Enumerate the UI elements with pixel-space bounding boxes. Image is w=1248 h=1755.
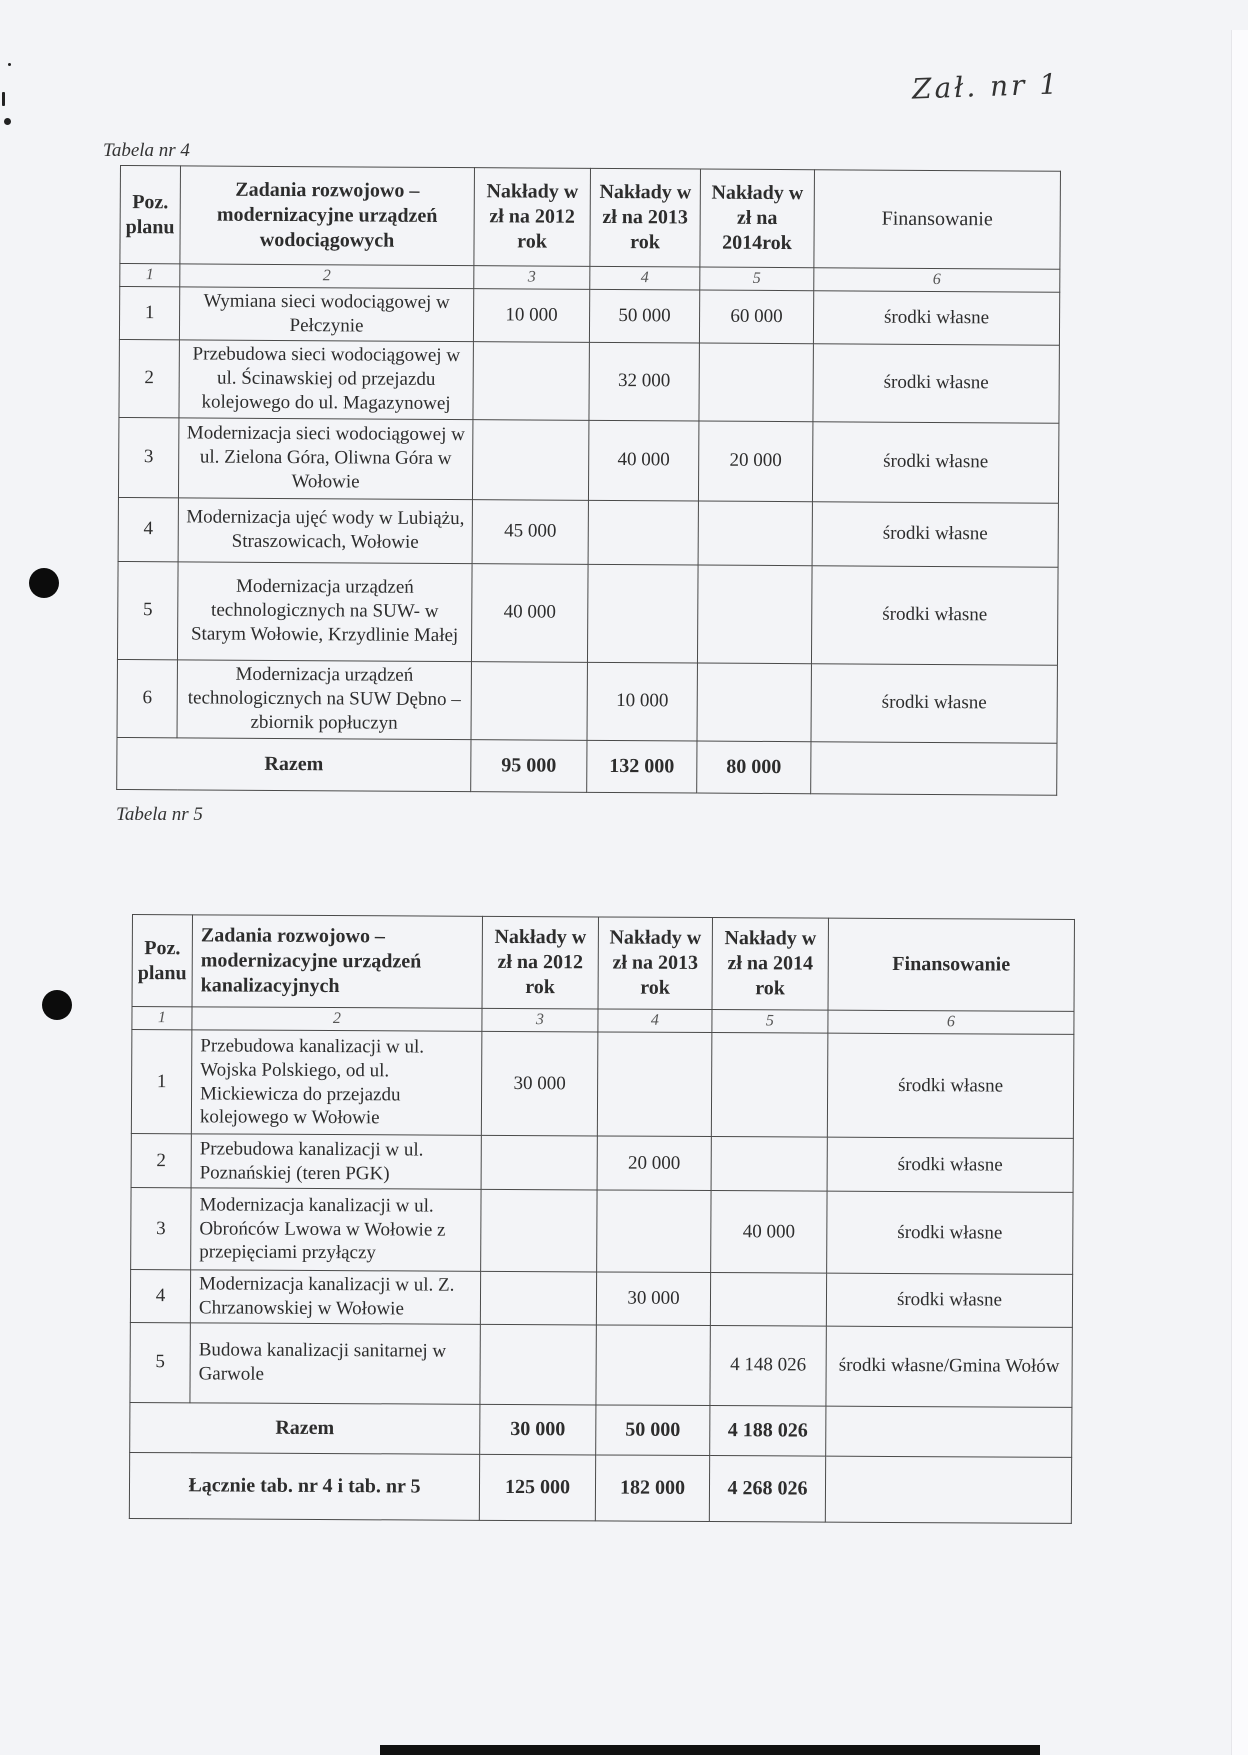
amount-2013-cell: 10 000 [587, 662, 697, 741]
amount-2012-cell [481, 1135, 597, 1190]
column-number: 3 [482, 1008, 598, 1032]
total-financing [826, 1406, 1072, 1457]
amount-2013-cell: 20 000 [597, 1136, 711, 1191]
amount-2013-cell [588, 500, 698, 565]
scan-edge [380, 1745, 1040, 1755]
amount-2012-cell [481, 1189, 597, 1272]
task-cell: Przebudowa sieci wodociągowej w ul. Ścinawskiej od przejazdu kolejowego do ul. Magazynowej [179, 339, 473, 419]
financing-cell: środki własne [827, 1033, 1074, 1138]
amount-2012-cell [473, 341, 589, 420]
position-cell: 2 [131, 1133, 191, 1187]
column-number: 6 [828, 1010, 1074, 1034]
amount-2014-cell: 4 148 026 [710, 1325, 826, 1406]
total-label: Razem [117, 737, 471, 791]
amount-2013-cell: 40 000 [588, 420, 698, 501]
amount-2014-cell [699, 343, 813, 422]
column-number: 4 [590, 266, 700, 290]
amount-2014-cell [697, 565, 812, 664]
punch-hole [29, 568, 59, 598]
scan-speck [2, 92, 5, 106]
header-cell: Poz. planu [120, 166, 181, 264]
header-cell: Nakłady w zł na 2014 rok [712, 918, 828, 1011]
amount-2012-cell: 40 000 [471, 563, 588, 662]
header-cell: Finansowanie [828, 918, 1074, 1011]
grand-total-financing [825, 1456, 1071, 1523]
amount-2014-cell [710, 1273, 826, 1326]
position-cell: 1 [131, 1030, 192, 1134]
column-number: 2 [180, 264, 474, 289]
punch-hole [42, 990, 72, 1020]
amount-2012-cell: 30 000 [481, 1031, 598, 1136]
financing-cell: środki własne [813, 343, 1059, 423]
task-cell: Modernizacja ujęć wody w Lubiążu, Straszowicach, Wołowie [178, 497, 472, 563]
header-cell: Nakłady w zł na 2012 rok [482, 916, 598, 1009]
amount-2013-cell [596, 1324, 710, 1405]
header-cell: Nakłady w zł na 2013 rok [598, 917, 712, 1010]
grand-total-2014: 4 268 026 [709, 1455, 825, 1522]
position-cell: 4 [130, 1269, 190, 1322]
total-2014: 4 188 026 [710, 1405, 826, 1456]
task-cell: Budowa kanalizacji sanitarnej w Garwole [190, 1322, 480, 1404]
scan-speck [8, 63, 11, 66]
table-row [131, 1030, 1074, 1139]
table-row [119, 287, 1059, 345]
header-cell: Nakłady w zł na 2014rok [700, 169, 815, 268]
financing-cell: środki własne [826, 1273, 1072, 1327]
header-cell: Poz. planu [132, 915, 192, 1007]
position-cell: 1 [119, 287, 179, 340]
table4-header-row [120, 166, 1061, 270]
amount-2012-cell [471, 661, 587, 740]
table-row [117, 659, 1057, 743]
grand-total-label: Łącznie tab. nr 4 i tab. nr 5 [129, 1452, 479, 1520]
table-row [118, 417, 1058, 503]
column-number: 1 [132, 1007, 192, 1030]
handwritten-annotation: Zał. nr 1 [911, 67, 1061, 106]
amount-2013-cell [597, 1190, 711, 1273]
position-cell: 5 [130, 1322, 190, 1402]
position-cell: 2 [119, 339, 179, 417]
financing-cell: środki własne [812, 421, 1058, 503]
amount-2013-cell [587, 564, 698, 663]
total-financing [811, 741, 1057, 795]
position-cell: 3 [131, 1187, 191, 1269]
amount-2013-cell [597, 1032, 712, 1137]
table4-total-row [117, 737, 1057, 795]
table5-header-row [132, 915, 1074, 1012]
position-cell: 3 [118, 417, 178, 497]
task-cell: Przebudowa kanalizacji w ul. Wojska Polskiego, od ul. Mickiewicza do przejazdu kolejowego w Wołowie [191, 1030, 482, 1136]
amount-2013-cell: 50 000 [589, 289, 699, 342]
header-cell: Nakłady w zł na 2013 rok [590, 168, 701, 267]
financing-cell: środki własne/Gmina Wołów [826, 1326, 1072, 1407]
header-cell: Zadania rozwojowo – modernizacyjne urządzeń kanalizacyjnych [192, 915, 482, 1009]
table-row [131, 1187, 1073, 1274]
table5-total-row [130, 1402, 1072, 1457]
table-row [130, 1269, 1072, 1326]
task-cell: Przebudowa kanalizacji w ul. Poznańskiej (teren PGK) [191, 1134, 481, 1190]
total-2012: 30 000 [480, 1404, 596, 1455]
amount-2014-cell [697, 663, 811, 742]
financing-cell: środki własne [827, 1191, 1073, 1274]
task-cell: Wymiana sieci wodociągowej w Pełczynie [179, 287, 473, 341]
amount-2014-cell [711, 1033, 828, 1138]
column-number: 6 [814, 268, 1060, 293]
amount-2013-cell: 30 000 [596, 1272, 710, 1325]
financing-cell: środki własne [811, 663, 1057, 743]
position-cell: 4 [118, 497, 178, 561]
task-cell: Modernizacja kanalizacji w ul. Obrońców Lwowa w Wołowie z przepięciami przyłączy [191, 1188, 481, 1272]
total-2013: 50 000 [596, 1404, 710, 1455]
amount-2012-cell: 45 000 [472, 499, 588, 564]
financing-cell: środki własne [811, 565, 1058, 665]
task-cell: Modernizacja urządzeń technologicznych na SUW- w Starym Wołowie, Krzydlinie Małej [177, 561, 472, 661]
financing-cell: środki własne [813, 291, 1059, 345]
total-2012: 95 000 [471, 739, 587, 792]
header-cell: Nakłady w zł na 2012 rok [474, 168, 591, 267]
column-number: 5 [712, 1010, 828, 1034]
amount-2014-cell [711, 1137, 827, 1192]
total-2014: 80 000 [697, 741, 811, 794]
table-row [117, 561, 1058, 665]
task-cell: Modernizacja urządzeń technologicznych na SUW Dębno – zbiornik popłuczyn [177, 659, 471, 739]
amount-2014-cell: 20 000 [698, 421, 812, 502]
amount-2014-cell: 60 000 [699, 290, 813, 343]
header-cell: Zadania rozwojowo – modernizacyjne urządzeń wodociągowych [180, 166, 475, 266]
amount-2012-cell: 10 000 [473, 289, 589, 342]
amount-2012-cell [480, 1271, 596, 1324]
position-cell: 6 [117, 659, 177, 737]
financing-cell: środki własne [827, 1137, 1073, 1192]
grand-total-2012: 125 000 [479, 1454, 595, 1521]
table-row [131, 1133, 1073, 1192]
column-number: 4 [598, 1009, 712, 1033]
column-number: 2 [192, 1007, 482, 1032]
scan-speck [4, 118, 11, 125]
total-label: Razem [130, 1402, 480, 1454]
amount-2013-cell: 32 000 [589, 342, 699, 421]
table5-caption: Tabela nr 5 [116, 804, 203, 825]
task-cell: Modernizacja sieci wodociągowej w ul. Zielona Góra, Oliwna Góra w Wołowie [178, 417, 472, 499]
total-2013: 132 000 [587, 740, 697, 793]
amount-2012-cell [472, 419, 588, 500]
column-number: 3 [474, 266, 590, 290]
column-number: 1 [120, 264, 180, 287]
amount-2014-cell [698, 501, 812, 566]
financing-cell: środki własne [812, 501, 1058, 567]
table4 [116, 165, 1061, 795]
amount-2012-cell [480, 1324, 596, 1405]
position-cell: 5 [117, 561, 178, 659]
table-row [130, 1322, 1072, 1407]
amount-2014-cell: 40 000 [711, 1191, 827, 1274]
page-edge [1231, 30, 1248, 1755]
grand-total-row [129, 1452, 1071, 1523]
column-number: 5 [700, 267, 814, 291]
grand-total-2013: 182 000 [595, 1454, 709, 1521]
table-row [118, 497, 1058, 567]
table4-caption: Tabela nr 4 [103, 140, 190, 161]
table5 [129, 914, 1075, 1523]
header-cell: Finansowanie [814, 170, 1061, 270]
table-row [119, 339, 1059, 423]
task-cell: Modernizacja kanalizacji w ul. Z. Chrzanowskiej w Wołowie [190, 1270, 480, 1324]
